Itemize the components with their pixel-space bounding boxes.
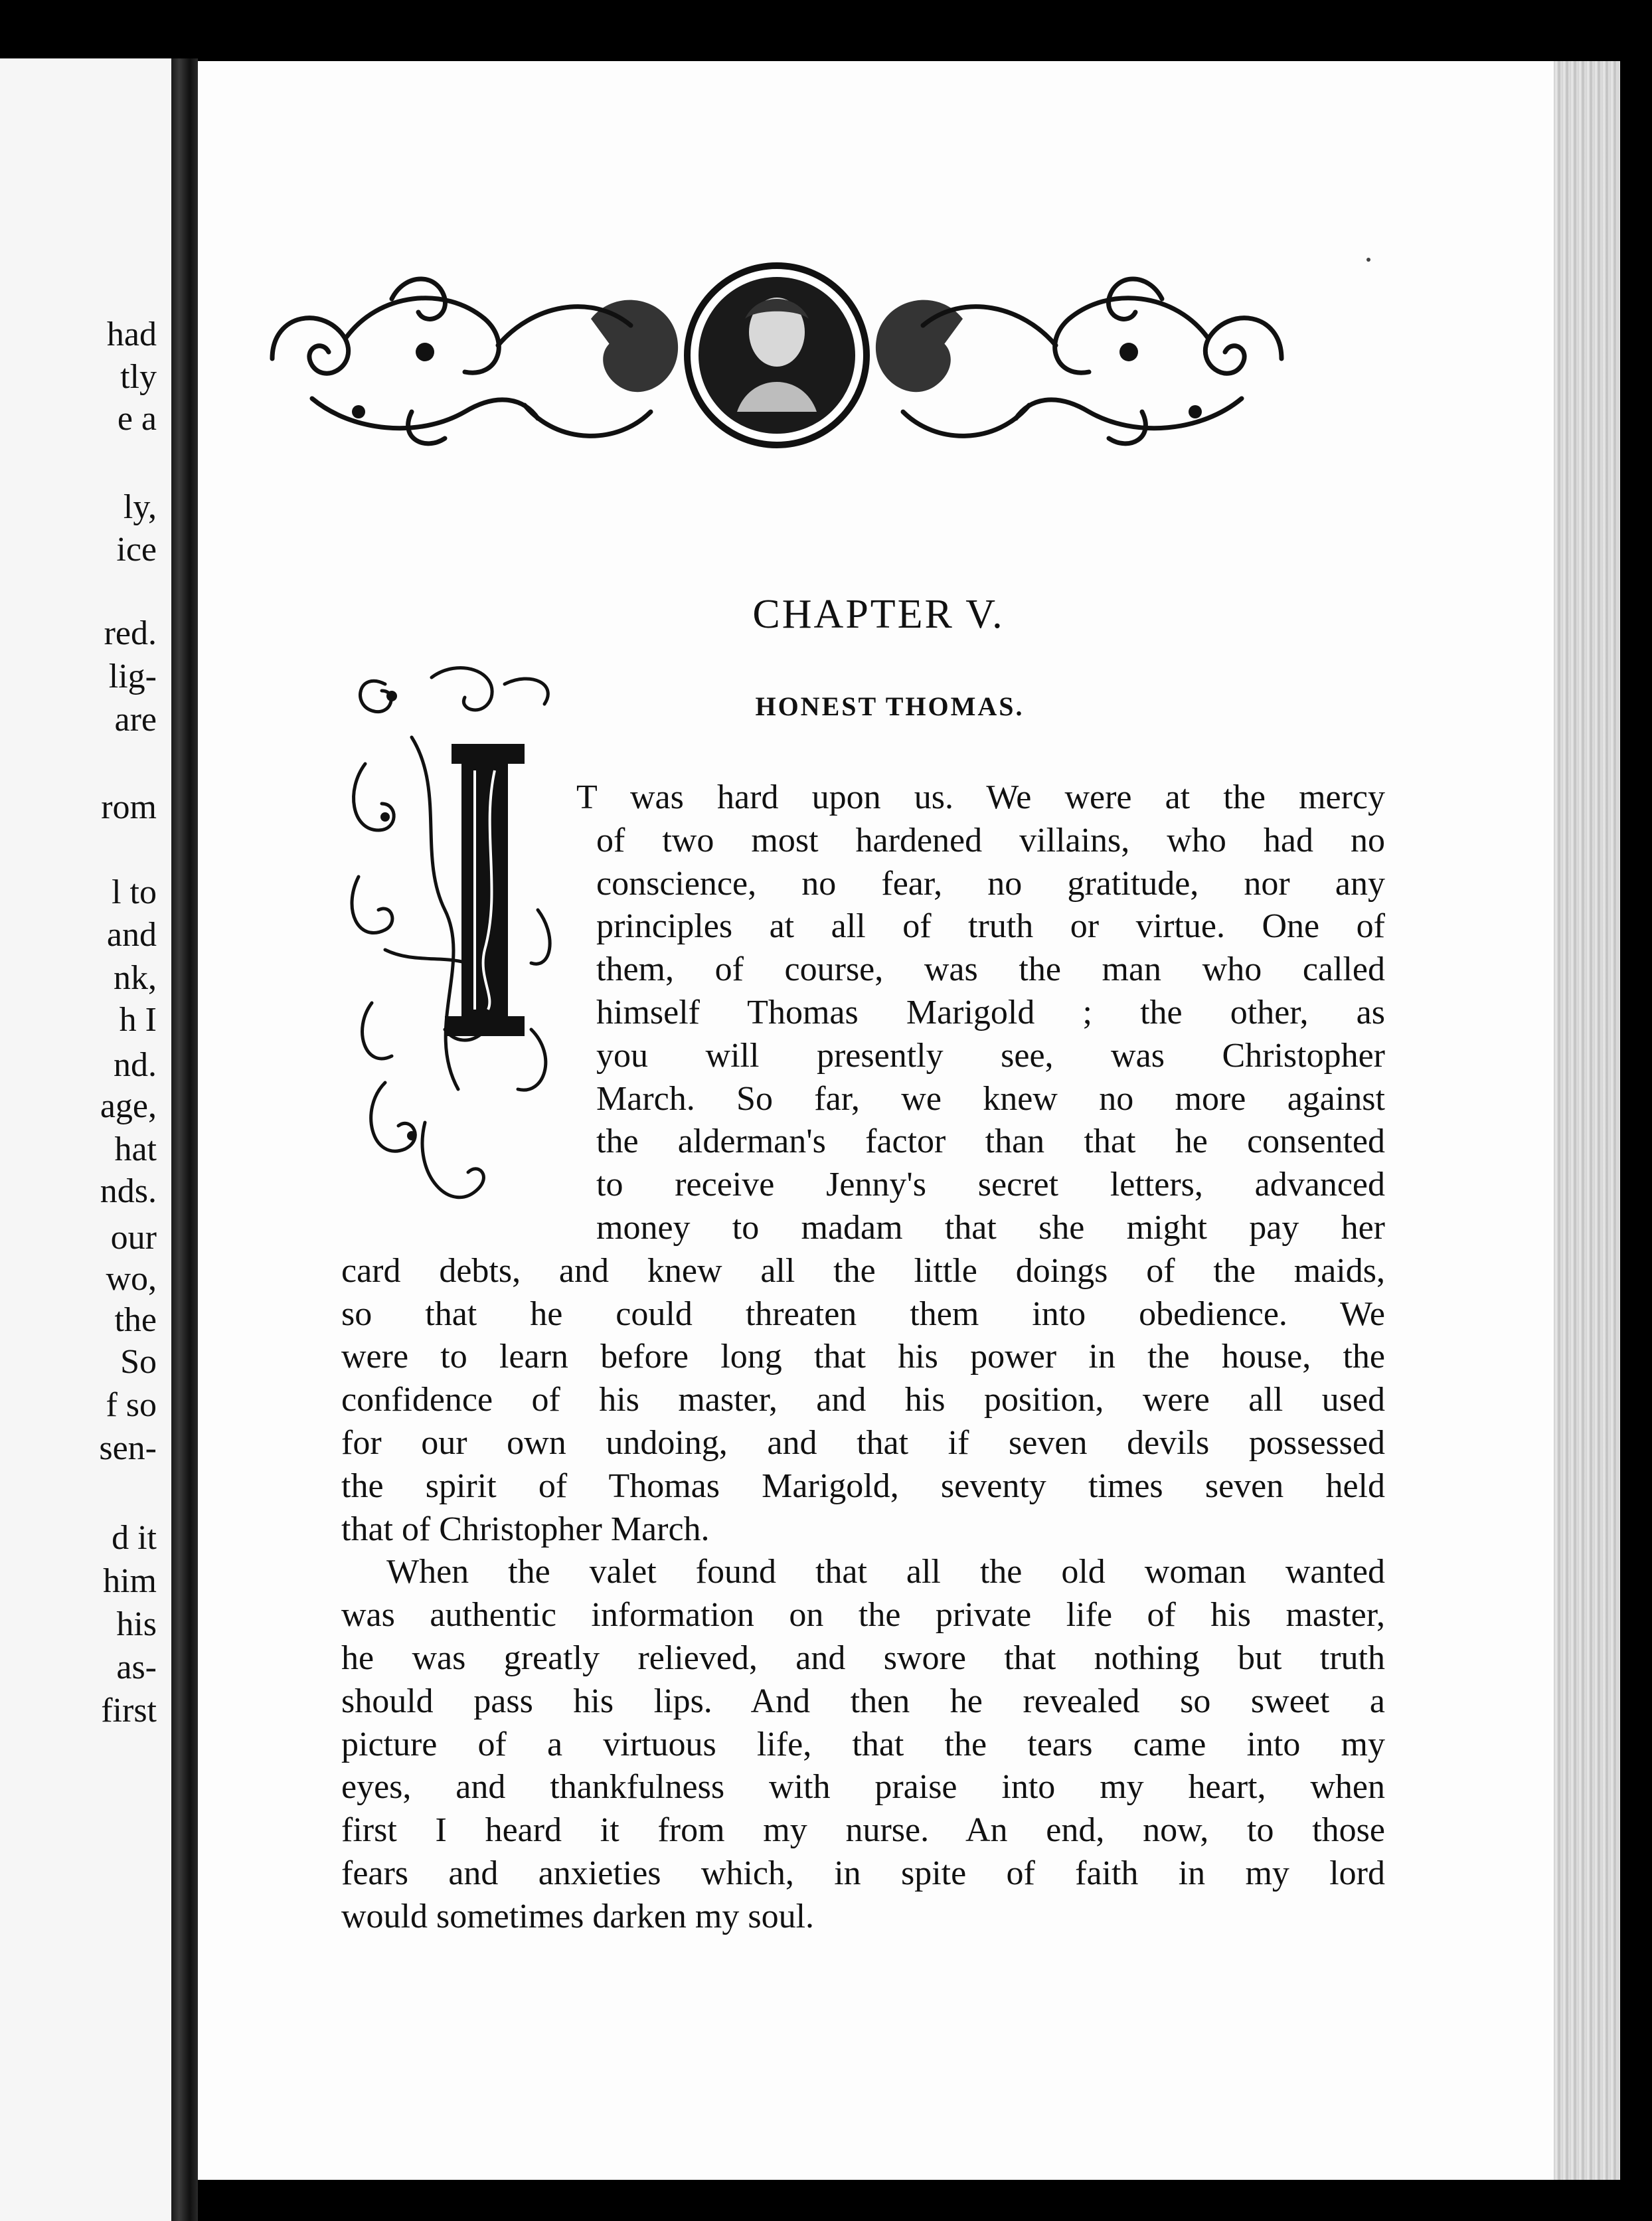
previous-page-text-fragment: rom — [101, 788, 157, 826]
previous-page-text-fragment: nk, — [114, 959, 157, 997]
previous-page-text-fragment: nd. — [114, 1046, 157, 1084]
previous-page-text-fragment: hat — [114, 1130, 157, 1168]
body-text-line: fears and anxieties which, in spite of faith in my lord — [341, 1854, 1385, 1892]
body-text-line: first I heard it from my nurse. An end, now, to those — [341, 1811, 1385, 1850]
previous-page-text-fragment: nds. — [100, 1172, 157, 1210]
previous-page-text-fragment: f so — [106, 1386, 157, 1424]
body-text-line: picture of a virtuous life, that the tears came into my — [341, 1725, 1385, 1763]
previous-page-text-fragment: had — [106, 315, 157, 353]
body-text-line: conscience, no fear, no gratitude, nor any — [596, 864, 1385, 903]
previous-page-text-fragment: age, — [100, 1087, 157, 1125]
body-text-line: principles at all of truth or virtue. One of — [596, 907, 1385, 946]
previous-page-text-fragment: are — [114, 701, 157, 739]
body-text-line: would sometimes darken my soul. — [341, 1897, 815, 1935]
previous-page-text-fragment: wo, — [106, 1260, 157, 1298]
previous-page-text-fragment: lig- — [108, 658, 157, 695]
body-text-line: were to learn before long that his power in the house, the — [341, 1338, 1385, 1376]
previous-page-text-fragment: e a — [117, 400, 157, 438]
book-gutter — [171, 58, 198, 2221]
body-text-line: March. So far, we knew no more against — [596, 1079, 1385, 1118]
chapter-headpiece-ornament — [246, 246, 1308, 465]
previous-page-text-fragment: d it — [112, 1519, 157, 1557]
body-text-line: you will presently see, was Christopher — [596, 1036, 1385, 1075]
previous-page-text-fragment: h I — [119, 1001, 157, 1039]
body-text-line: them, of course, was the man who called — [596, 950, 1385, 989]
previous-page-text-fragment: l to — [112, 873, 157, 911]
previous-page-text-fragment: So — [120, 1343, 157, 1381]
body-text-line: he was greatly relieved, and swore that nothing but truth — [341, 1639, 1385, 1677]
previous-page-text-fragment: as- — [116, 1648, 157, 1686]
previous-page-text-fragment: the — [114, 1301, 157, 1339]
body-text-line: was authentic information on the private life of his master, — [341, 1596, 1385, 1635]
previous-page-edge — [0, 58, 171, 2221]
previous-page-text-fragment: ice — [116, 531, 157, 569]
chapter-subtitle: HONEST THOMAS. — [755, 691, 1025, 721]
chapter-title: CHAPTER V. — [752, 592, 1005, 637]
body-text-line: to receive Jenny's secret letters, advanced — [596, 1166, 1385, 1204]
previous-page-text-fragment: ly, — [123, 488, 157, 526]
body-text-line: of two most hardened villains, who had no — [596, 821, 1385, 859]
body-text-line: T was hard upon us. We were at the mercy — [576, 778, 1385, 816]
illuminated-drop-cap-I — [345, 658, 571, 1229]
previous-page-text-fragment: and — [106, 916, 157, 954]
body-text-line: should pass his lips. And then he revealed so sweet a — [341, 1682, 1385, 1720]
body-text-line: himself Thomas Marigold ; the other, as — [596, 994, 1385, 1031]
previous-page-text-fragment: our — [110, 1219, 157, 1257]
previous-page-text-fragment: first — [101, 1692, 157, 1730]
body-text-line: money to madam that she might pay her — [596, 1209, 1385, 1247]
body-text-line: that of Christopher March. — [341, 1510, 710, 1548]
body-text-line: eyes, and thankfulness with praise into my heart, when — [341, 1768, 1385, 1807]
body-text-line: for our own undoing, and that if seven devils possessed — [341, 1424, 1385, 1462]
body-text-line: so that he could threaten them into obedience. We — [341, 1294, 1385, 1333]
speck — [1366, 258, 1370, 262]
previous-page-text-fragment: his — [116, 1605, 157, 1643]
body-text-line: the spirit of Thomas Marigold, seventy times seven held — [341, 1466, 1385, 1505]
body-text-line: confidence of his master, and his position, were all used — [341, 1381, 1385, 1419]
page-stack-edges — [1554, 61, 1620, 2180]
previous-page-text-fragment: sen- — [99, 1429, 157, 1467]
body-text-line: card debts, and knew all the little doings of the maids, — [341, 1251, 1385, 1290]
body-text-line: When the valet found that all the old woman wanted — [386, 1553, 1385, 1591]
previous-page-text-fragment: tly — [120, 358, 157, 396]
previous-page-text-fragment: him — [103, 1562, 157, 1600]
body-text-line: the alderman's factor than that he consented — [596, 1122, 1385, 1161]
previous-page-text-fragment: red. — [104, 614, 157, 652]
